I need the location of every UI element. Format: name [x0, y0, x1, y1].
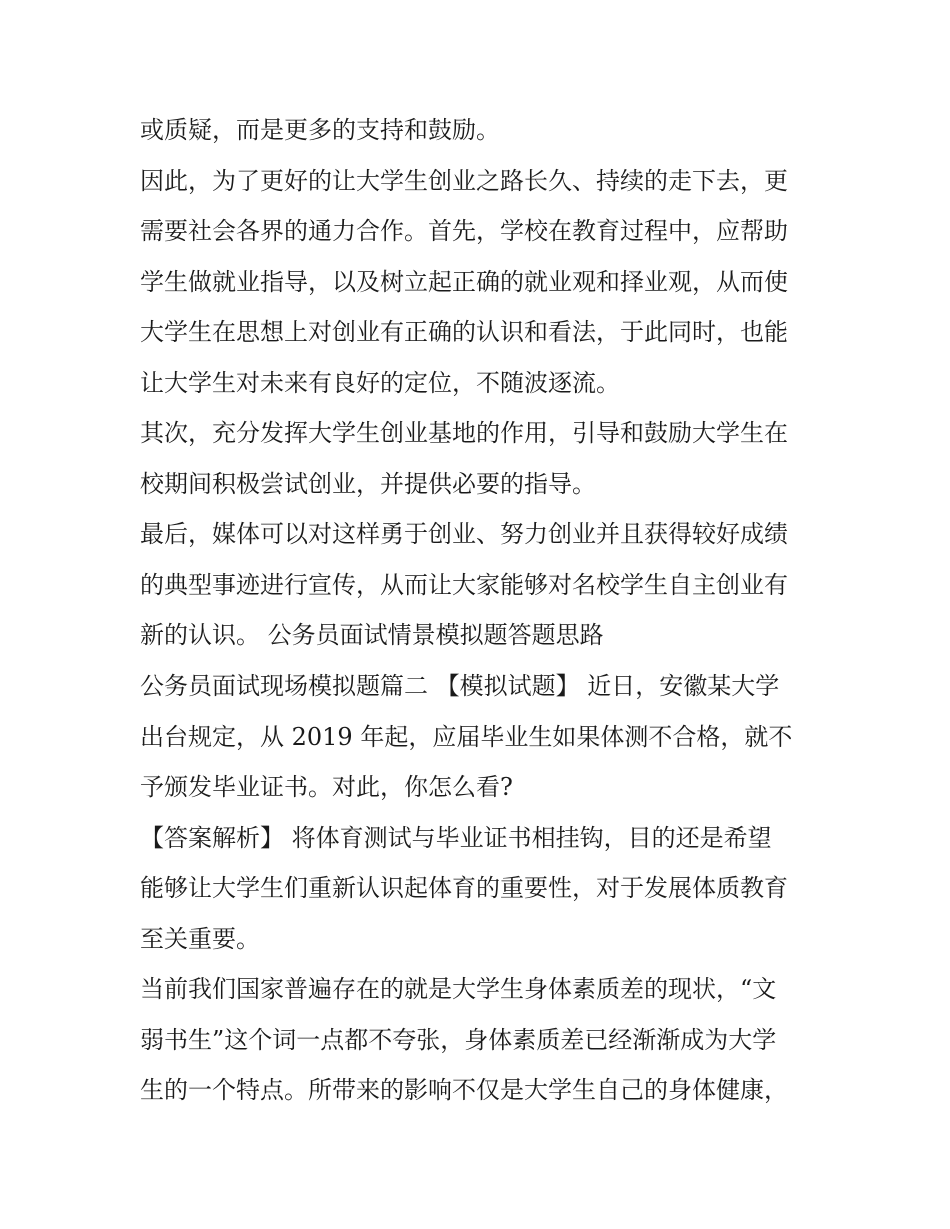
text-line: 至关重要。	[140, 925, 260, 953]
text-line: 出台规定，从 2019 年起，应届毕业生如果体测不合格，就不	[140, 723, 793, 751]
text-line: 【答案解析】 将体育测试与毕业证书相挂钩，目的还是希望	[140, 824, 772, 852]
text-line: 能够让大学生们重新认识起体育的重要性，对于发展体质教育	[140, 874, 788, 902]
text-line: 的典型事迹进行宣传，从而让大家能够对名校学生自主创业有	[140, 571, 788, 599]
text-line: 或质疑，而是更多的支持和鼓励。	[140, 116, 500, 144]
text-line: 因此，为了更好的让大学生创业之路长久、持续的走下去，更	[140, 167, 788, 195]
text-line: 当前我们国家普遍存在的就是大学生身体素质差的现状，“文	[140, 975, 777, 1003]
text-line: 新的认识。 公务员面试情景模拟题答题思路	[140, 621, 604, 649]
text-line: 其次，充分发挥大学生创业基地的作用，引导和鼓励大学生在	[140, 419, 788, 447]
text-line: 校期间积极尝试创业，并提供必要的指导。	[140, 470, 596, 498]
text-line: 让大学生对未来有良好的定位，不随波逐流。	[140, 369, 620, 397]
text-line: 学生做就业指导，以及树立起正确的就业观和择业观，从而使	[140, 268, 788, 296]
text-line: 予颁发毕业证书。对此，你怎么看?	[140, 773, 513, 801]
text-line: 弱书生”这个词一点都不夸张，身体素质差已经渐渐成为大学	[140, 1026, 777, 1054]
text-line: 公务员面试现场模拟题篇二 【模拟试题】 近日，安徽某大学	[140, 672, 780, 700]
text-line: 大学生在思想上对创业有正确的认识和看法，于此同时，也能	[140, 318, 788, 346]
text-line: 生的一个特点。所带来的影响不仅是大学生自己的身体健康，	[140, 1076, 788, 1104]
text-line: 最后，媒体可以对这样勇于创业、努力创业并且获得较好成绩	[140, 520, 788, 548]
text-line: 需要社会各界的通力合作。首先，学校在教育过程中，应帮助	[140, 217, 788, 245]
